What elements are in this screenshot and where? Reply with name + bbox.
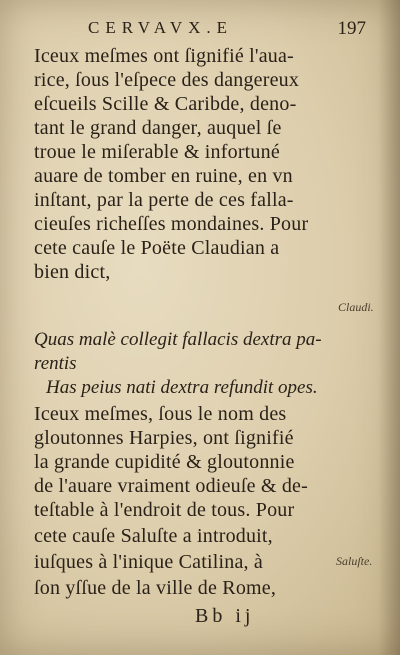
text-line: iuſques à l'inique Catilina, à <box>34 551 263 573</box>
margin-note-salluste: Saluſte. <box>336 554 373 568</box>
page-header <box>80 18 380 40</box>
text-line: inſtant, par la perte de ces falla- <box>34 189 294 211</box>
page-number: 197 <box>337 18 366 39</box>
verse-line: Has peius nati dextra refundit opes. <box>46 377 318 398</box>
text-line: cete cauſe le Poëte Claudian a <box>34 237 280 259</box>
text-line: la grande cupidité & gloutonnie <box>34 451 295 473</box>
text-line: gloutonnes Harpies, ont ſignifié <box>34 427 294 449</box>
text-line: troue le miſerable & infortuné <box>34 141 280 163</box>
verse-line: Quas malè collegit fallacis dextra pa- <box>34 329 322 350</box>
verse-line: rentis <box>34 353 77 374</box>
text-line: cete cauſe Saluſte a introduit, <box>34 525 273 547</box>
text-line: de l'auare vraiment odieuſe & de- <box>34 475 308 497</box>
text-line: ſon yſſue de la ville de Rome, <box>34 577 277 599</box>
text-line: cieuſes richeſſes mondaines. Pour <box>34 213 309 235</box>
text-line: teſtable à l'endroit de tous. Pour <box>34 499 295 521</box>
signature-mark: Bb ij <box>195 605 255 627</box>
running-head: CERVAVX.E <box>88 18 234 37</box>
text-line: Iceux meſmes ont ſignifié l'aua- <box>34 45 294 67</box>
margin-note-claudian: Claudi. <box>338 300 374 314</box>
text-line: Iceux meſmes, ſous le nom des <box>34 403 287 425</box>
page-gutter-shadow <box>378 0 400 655</box>
text-line: bien dict, <box>34 261 111 283</box>
text-line: auare de tomber en ruine, en vn <box>34 165 293 187</box>
text-line: eſcueils Scille & Caribde, deno- <box>34 93 297 115</box>
text-line: rice, ſous l'eſpece des dangereux <box>34 69 300 91</box>
text-line: tant le grand danger, auquel ſe <box>34 117 282 139</box>
